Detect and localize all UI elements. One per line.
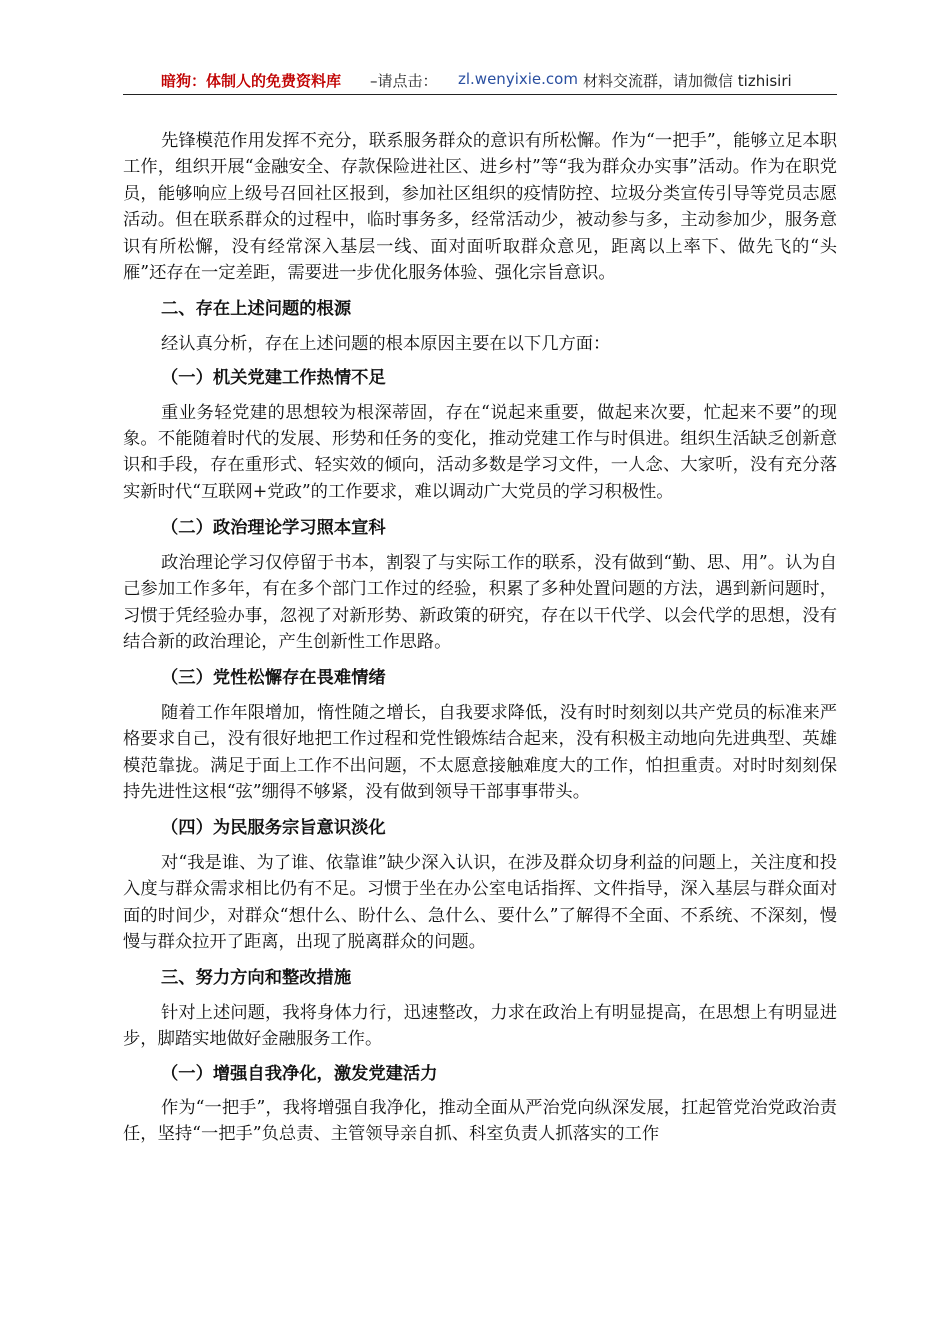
paragraph: 政治理论学习仅停留于书本，割裂了与实际工作的联系，没有做到“勤、思、用”。认为自己参加工作多年，有在多个部门工作过的经验，积累了多种处置问题的方法，遇到新问题时，习惯于凭经验办事，忽视了对新形势、新政策的研究，存在以干代学、以会代学的思想，没有结合新的政治理论，产生创新性工作思路。 [123, 552, 837, 652]
paragraph: 对“我是谁、为了谁、依靠谁”缺少深入认识，在涉及群众切身利益的问题上，关注度和投入度与群众需求相比仍有不足。习惯于坐在办公室电话指挥、文件指导，深入基层与群众面对面的时间少，对群众“想什么、盼什么、急什么、要什么”了解得不全面、不系统、不深刻，慢慢与群众拉开了距离，出现了脱离群众的问题。 [123, 852, 837, 952]
document-body [123, 128, 837, 1148]
page-header [123, 66, 837, 95]
subsection-heading: （一）机关党建工作热情不足 [161, 368, 386, 389]
paragraph: 重业务轻党建的思想较为根深蒂固，存在“说起来重要，做起来次要，忙起来不要”的现象。不能随着时代的发展、形势和任务的变化，推动党建工作与时俱进。组织生活缺乏创新意识和手段，存在重形式、轻实效的倾向，活动多数是学习文件，一人念、大家听，没有充分落实新时代“互联网+党政”的工作要求，难以调动广大党员的学习积极性。 [123, 402, 837, 502]
subsection-heading: （二）政治理论学习照本宣科 [161, 518, 386, 539]
paragraph: 先锋模范作用发挥不充分，联系服务群众的意识有所松懈。作为“一把手”，能够立足本职工作，组织开展“金融安全、存款保险进社区、进乡村”等“我为群众办实事”活动。作为在职党员，能够响应上级号召回社区报到，参加社区组织的疫情防控、垃圾分类宣传引导等党员志愿活动。但在联系群众的过程中，临时事务多，经常活动少，被动参与多，主动参加少，服务意识有所松懈，没有经常深入基层一线、面对面听取群众意见，距离以上率下、做先飞的“头雁”还存在一定差距，需要进一步优化服务体验、强化宗旨意识。 [123, 131, 837, 284]
header-wechat-note: 材料交流群，请加微信 tizhisiri [583, 72, 792, 90]
section-heading: 三、努力方向和整改措施 [161, 968, 352, 989]
header-url-link[interactable]: zl.wenyixie.com [458, 70, 578, 88]
subsection-heading: （四）为民服务宗旨意识淡化 [161, 818, 386, 839]
paragraph: 经认真分析，存在上述问题的根本原因主要在以下几方面： [161, 333, 611, 354]
paragraph: 作为“一把手”，我将增强自我净化，推动全面从严治党向纵深发展，扛起管党治党政治责任，坚持“一把手”负总责、主管领导亲自抓、科室负责人抓落实的工作 [123, 1098, 837, 1145]
section-heading: 二、存在上述问题的根源 [161, 299, 352, 320]
subsection-heading: （三）党性松懈存在畏难情绪 [161, 668, 386, 689]
paragraph: 针对上述问题，我将身体力行，迅速整改，力求在政治上有明显提高，在思想上有明显进步，脚踏实地做好金融服务工作。 [123, 1002, 837, 1050]
header-click-prompt: –请点击： [370, 72, 438, 90]
subsection-heading: （一）增强自我净化，激发党建活力 [161, 1063, 438, 1084]
header-site-name: 暗狗：体制人的免费资料库 [161, 72, 342, 90]
paragraph: 随着工作年限增加，惰性随之增长，自我要求降低，没有时时刻刻以共产党员的标准来严格要求自己，没有很好地把工作过程和党性锻炼结合起来，没有积极主动地向先进典型、英雄模范靠拢。满足于面上工作不出问题，不太愿意接触难度大的工作，怕担重责。对时时刻刻保持先进性这根“弦”绷得不够紧，没有做到领导干部事事带头。 [123, 702, 837, 802]
